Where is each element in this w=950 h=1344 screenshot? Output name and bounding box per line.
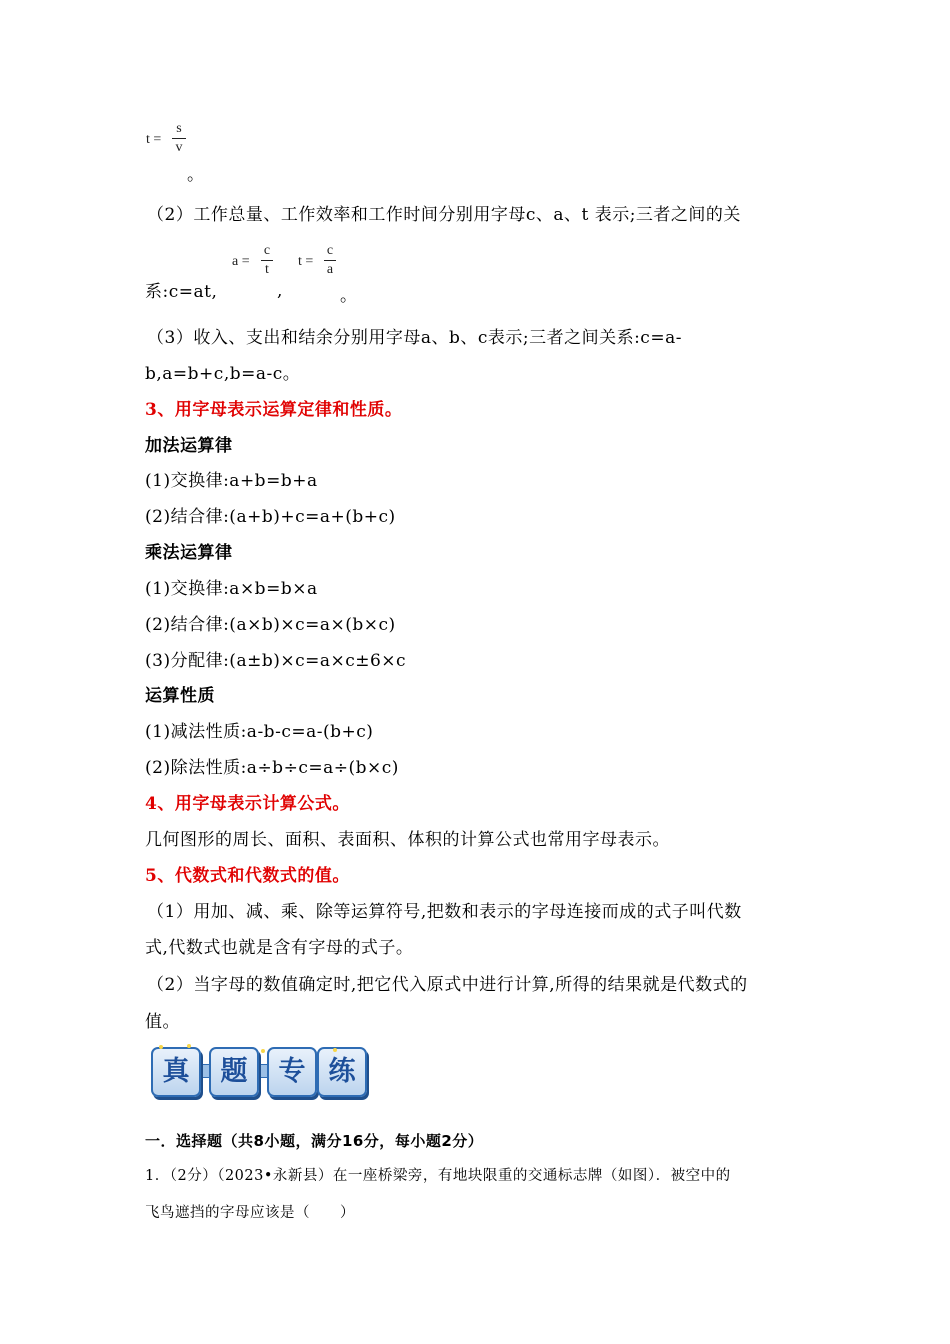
sparkle-icon	[159, 1045, 163, 1049]
formula-t2-lhs: t =	[298, 254, 314, 269]
addition-commutative: (1)交换律:a+b=b+a	[145, 471, 318, 491]
income-relation-line2: b,a=b+c,b=a-c。	[145, 364, 301, 384]
multiplication-laws-title: 乘法运算律	[145, 543, 233, 563]
multiplication-commutative: (1)交换律:a×b=b×a	[145, 579, 318, 599]
formula-t-numerator: s	[176, 121, 182, 136]
formula-a-fraction	[261, 243, 273, 278]
division-property: (2)除法性质:a÷b÷c=a÷(b×c)	[145, 758, 399, 778]
formula-a-denominator: t	[265, 262, 269, 277]
banner-char-3: 专	[267, 1047, 317, 1097]
formula-t-period: 。	[187, 165, 204, 185]
section3-title: 3、用字母表示运算定律和性质。	[145, 400, 403, 420]
multiplication-associative: (2)结合律:(a×b)×c=a×(b×c)	[145, 615, 396, 635]
question1-line1: 1．（2分）（2023•永新县）在一座桥梁旁，有地块限重的交通标志牌（如图）．被空中的	[145, 1168, 731, 1184]
algebraic-expression-def-line2: 式,代数式也就是含有字母的式子。	[145, 938, 414, 958]
multiplication-distributive: (3)分配律:(a±b)×c=a×c±6×c	[145, 651, 407, 671]
algebraic-expression-def-line1: （1）用加、减、乘、除等运算符号,把数和表示的字母连接而成的式子叫代数	[147, 902, 742, 922]
question1-line2: 飞鸟遮挡的字母应该是（ ）	[145, 1205, 355, 1221]
addition-laws-title: 加法运算律	[145, 436, 233, 456]
sparkle-icon	[261, 1049, 265, 1053]
section5-title: 5、代数式和代数式的值。	[145, 866, 350, 886]
work-relation-line1: （2）工作总量、工作效率和工作时间分别用字母c、a、t 表示;三者之间的关	[147, 205, 741, 225]
expression-value-line2: 值。	[145, 1012, 180, 1032]
formula-a-lhs: a =	[232, 254, 250, 269]
subtraction-property: (1)减法性质:a-b-c=a-(b+c)	[145, 722, 374, 742]
operation-properties-title: 运算性质	[145, 686, 215, 706]
choice-section-title: 一．选择题（共8小题，满分16分，每小题2分）	[145, 1132, 484, 1150]
work-relation-end: 。	[340, 286, 357, 306]
formula-t2-denominator: a	[326, 262, 334, 277]
section4-text: 几何图形的周长、面积、表面积、体积的计算公式也常用字母表示。	[145, 830, 670, 850]
formula-a-numerator: c	[263, 243, 271, 258]
work-relation-line2: 系:c=at,	[145, 282, 218, 302]
formula-t-denominator: v	[175, 140, 183, 155]
banner-char-1: 真	[151, 1047, 201, 1097]
income-relation-line1: （3）收入、支出和结余分别用字母a、b、c表示;三者之间关系:c=a-	[147, 328, 682, 348]
formula-t-fraction	[172, 121, 186, 156]
sparkle-icon	[187, 1044, 191, 1048]
sparkle-icon	[333, 1048, 337, 1052]
formula-t2-numerator: c	[326, 243, 334, 258]
formula-t-lhs: t =	[146, 132, 162, 147]
banner-char-4: 练	[317, 1047, 367, 1097]
practice-banner	[149, 1047, 369, 1099]
work-relation-comma: ,	[277, 281, 283, 301]
formula-t2-fraction	[324, 243, 336, 278]
expression-value-line1: （2）当字母的数值确定时,把它代入原式中进行计算,所得的结果就是代数式的	[147, 975, 748, 995]
section4-title: 4、用字母表示计算公式。	[145, 794, 350, 814]
addition-associative: (2)结合律:(a+b)+c=a+(b+c)	[145, 507, 396, 527]
banner-char-2: 题	[209, 1047, 259, 1097]
